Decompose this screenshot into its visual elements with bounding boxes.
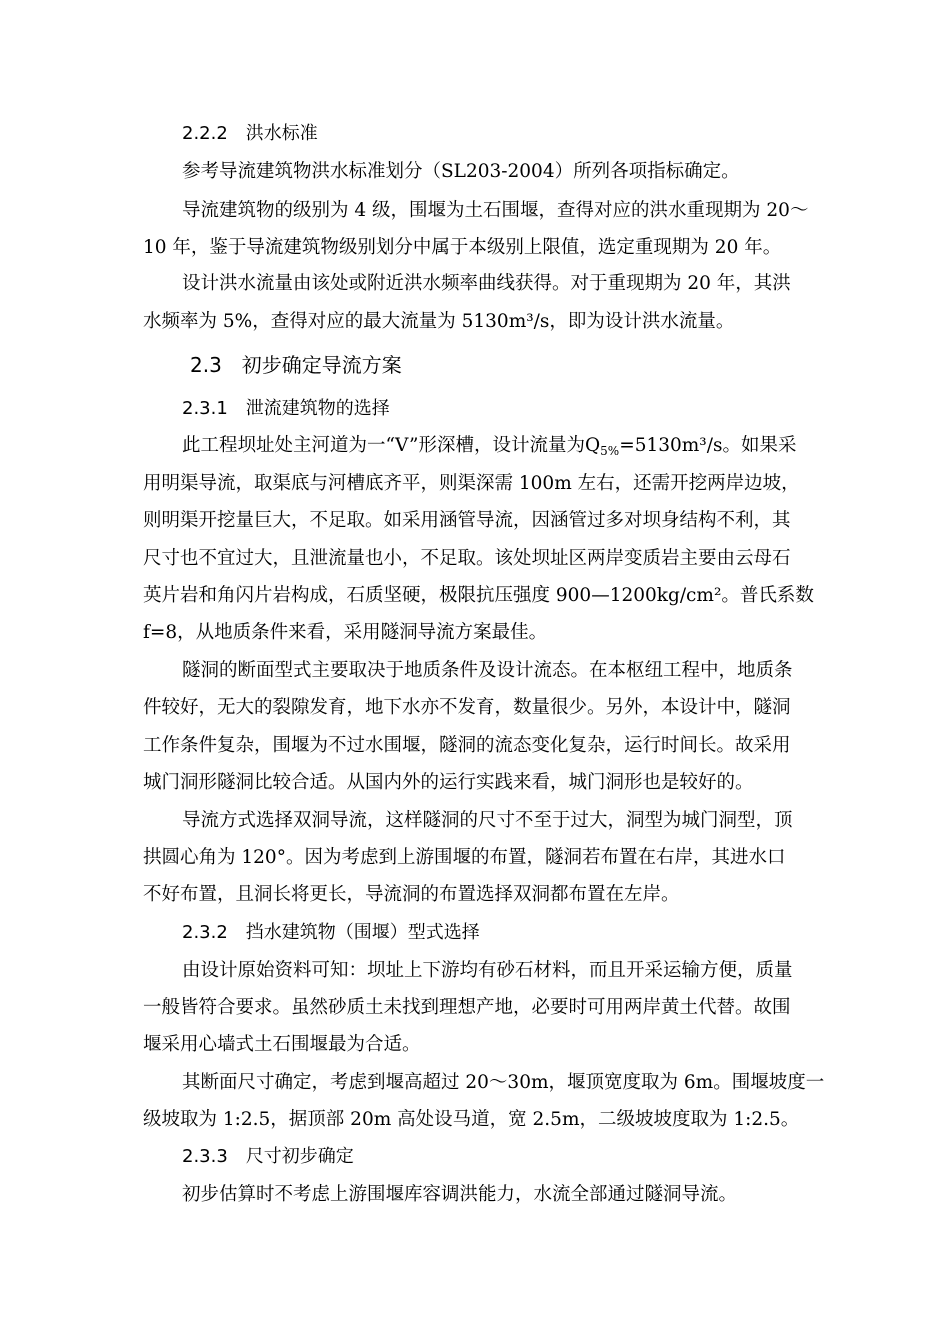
paragraph-line: f=8，从地质条件来看，采用隧洞导流方案最佳。	[143, 622, 548, 643]
paragraph-line: 一般皆符合要求。虽然砂质土未找到理想产地，必要时可用两岸黄土代替。故围	[143, 997, 791, 1018]
paragraph-line: 拱圆心角为 120°。因为考虑到上游围堰的布置，隧洞若布置在右岸，其进水口	[143, 847, 786, 868]
heading-2-3-3: 2.3.3 尺寸初步确定	[182, 1146, 354, 1167]
paragraph-line: 由设计原始资料可知：坝址上下游均有砂石材料，而且开采运输方便，质量	[182, 960, 793, 981]
paragraph-line: 工作条件复杂，围堰为不过水围堰，隧洞的流态变化复杂，运行时间长。故采用	[143, 735, 791, 756]
paragraph-line: 件较好，无大的裂隙发育，地下水亦不发育，数量很少。另外，本设计中，隧洞	[143, 697, 791, 718]
heading-2-3-2: 2.3.2 挡水建筑物（围堰）型式选择	[182, 922, 480, 943]
paragraph-line: 不好布置，且洞长将更长，导流洞的布置选择双洞都布置在左岸。	[143, 884, 680, 905]
heading-2-2-2: 2.2.2 洪水标准	[182, 123, 318, 144]
text-segment: =5130m³/s。如果采	[619, 435, 797, 456]
text-segment: 此工程坝址处主河道为一“V”形深槽，设计流量为	[182, 435, 585, 456]
paragraph-line: 其断面尺寸确定，考虑到堰高超过 20～30m，堰顶宽度取为 6m。围堰坡度一	[182, 1072, 825, 1093]
paragraph-line: 设计洪水流量由该处或附近洪水频率曲线获得。对于重现期为 20 年，其洪	[182, 273, 791, 294]
paragraph-line: 初步估算时不考虑上游围堰库容调洪能力，水流全部通过隧洞导流。	[182, 1184, 738, 1205]
paragraph-line: 则明渠开挖量巨大，不足取。如采用涵管导流，因涵管过多对坝身结构不利，其	[143, 510, 791, 531]
heading-2-3: 2.3 初步确定导流方案	[190, 353, 402, 377]
heading-2-3-1: 2.3.1 泄流建筑物的选择	[182, 398, 390, 419]
paragraph-line: 堰采用心墙式土石围堰最为合适。	[143, 1034, 421, 1055]
paragraph-line: 10 年，鉴于导流建筑物级别划分中属于本级别上限值，选定重现期为 20 年。	[143, 237, 782, 258]
paragraph-line: 隧洞的断面型式主要取决于地质条件及设计流态。在本枢纽工程中，地质条	[182, 660, 793, 681]
paragraph-line: 尺寸也不宜过大，且泄流量也小，不足取。该处坝址区两岸变质岩主要由云母石	[143, 548, 791, 569]
paragraph-line: 参考导流建筑物洪水标准划分（SL203-2004）所列各项指标确定。	[182, 161, 740, 182]
paragraph-line: 水频率为 5%，查得对应的最大流量为 5130m³/s，即为设计洪水流量。	[143, 311, 735, 332]
paragraph-line	[182, 434, 796, 463]
paragraph-line: 城门洞形隧洞比较合适。从国内外的运行实践来看，城门洞形也是较好的。	[143, 772, 754, 793]
paragraph-line: 用明渠导流，取渠底与河槽底齐平，则渠深需 100m 左右，还需开挖两岸边坡，	[143, 473, 800, 494]
paragraph-line: 导流方式选择双洞导流，这样隧洞的尺寸不至于过大，洞型为城门洞型，顶	[182, 810, 793, 831]
paragraph-line: 导流建筑物的级别为 4 级，围堰为土石围堰，查得对应的洪水重现期为 20～	[182, 200, 809, 221]
flow-symbol: Q	[584, 435, 601, 456]
paragraph-line: 英片岩和角闪片岩构成，石质坚硬，极限抗压强度 900—1200kg/cm²。普氏系数	[143, 585, 814, 606]
paragraph-line: 级坡取为 1:2.5，据顶部 20m 高处设马道，宽 2.5m，二级坡坡度取为 1:2.5。	[143, 1109, 800, 1130]
flow-subscript: 5%	[600, 444, 620, 458]
